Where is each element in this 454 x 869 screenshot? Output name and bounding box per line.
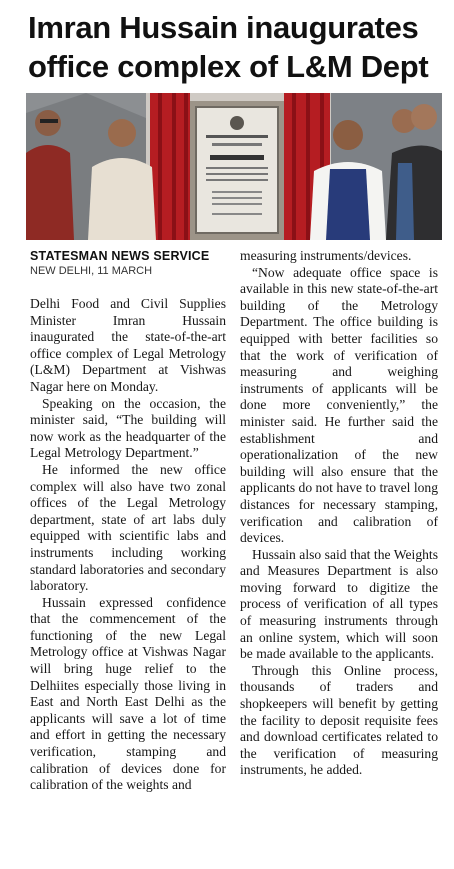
article-column-left — [30, 248, 226, 794]
headline-line-2: office complex of L&M Dept — [28, 49, 429, 84]
paragraph: Hussain expressed confidence that the commencement of the functioning of the new Legal Metrology office at Vishwas Nagar will bring huge relief to the Delhiites especially those living in East and North East Delhi as the applicants will save a lot of time and effort in getting the necessary verification, stamping and calibration of devices done for calibration of the weights and — [30, 594, 226, 793]
headline — [28, 8, 448, 86]
paragraph: He informed the new office complex will also have two zonal offices of the Legal Metrology department, state of art labs duly equipped with scientific labs and instruments including working standard laboratories and secondary laboratory. — [30, 461, 226, 594]
paragraph: Delhi Food and Civil Supplies Minister Imran Hussain inaugurated the state-of-the-art office complex of Legal Metrology (L&M) Department at Vishwas Nagar here on Monday. — [30, 296, 226, 394]
byline: STATESMAN NEWS SERVICE — [30, 249, 210, 263]
paragraph: Through this Online process, thousands of traders and shopkeepers will benefit by getting the facility to deposit requisite fees and download certificates related to the verification of measuring instruments, he added. — [240, 662, 438, 778]
dateline: NEW DELHI, 11 MARCH — [30, 265, 153, 277]
headline-line-1: Imran Hussain inaugurates — [28, 10, 419, 45]
paragraph: measuring instruments/devices. — [240, 248, 412, 263]
people-at-plaque-photo-icon — [26, 93, 442, 240]
paragraph: Speaking on the occasion, the minister said, “The building will now work as the headquarter of the Legal Metrology Department.” — [30, 395, 226, 461]
article-column-right — [240, 248, 438, 779]
paragraph: “Now adequate office space is available in this new state-of-the-art building of the Metrology Department. The office building is equipped with better facilities so that the work of verification of measuring and weighing instruments of applicants will be done more conveniently,” the minister said. He further said the establishment and operationalization of the new building will also ensure that the applicants do not have to travel long distances for necessary stamping, verification and calibration of devices. — [240, 264, 438, 546]
news-photo — [26, 93, 442, 240]
paragraph: Hussain also said that the Weights and Measures Department is also moving forward to digitize the process of verification of all types of measuring instruments through an online system, which will soon be made available to the applicants. — [240, 546, 438, 662]
